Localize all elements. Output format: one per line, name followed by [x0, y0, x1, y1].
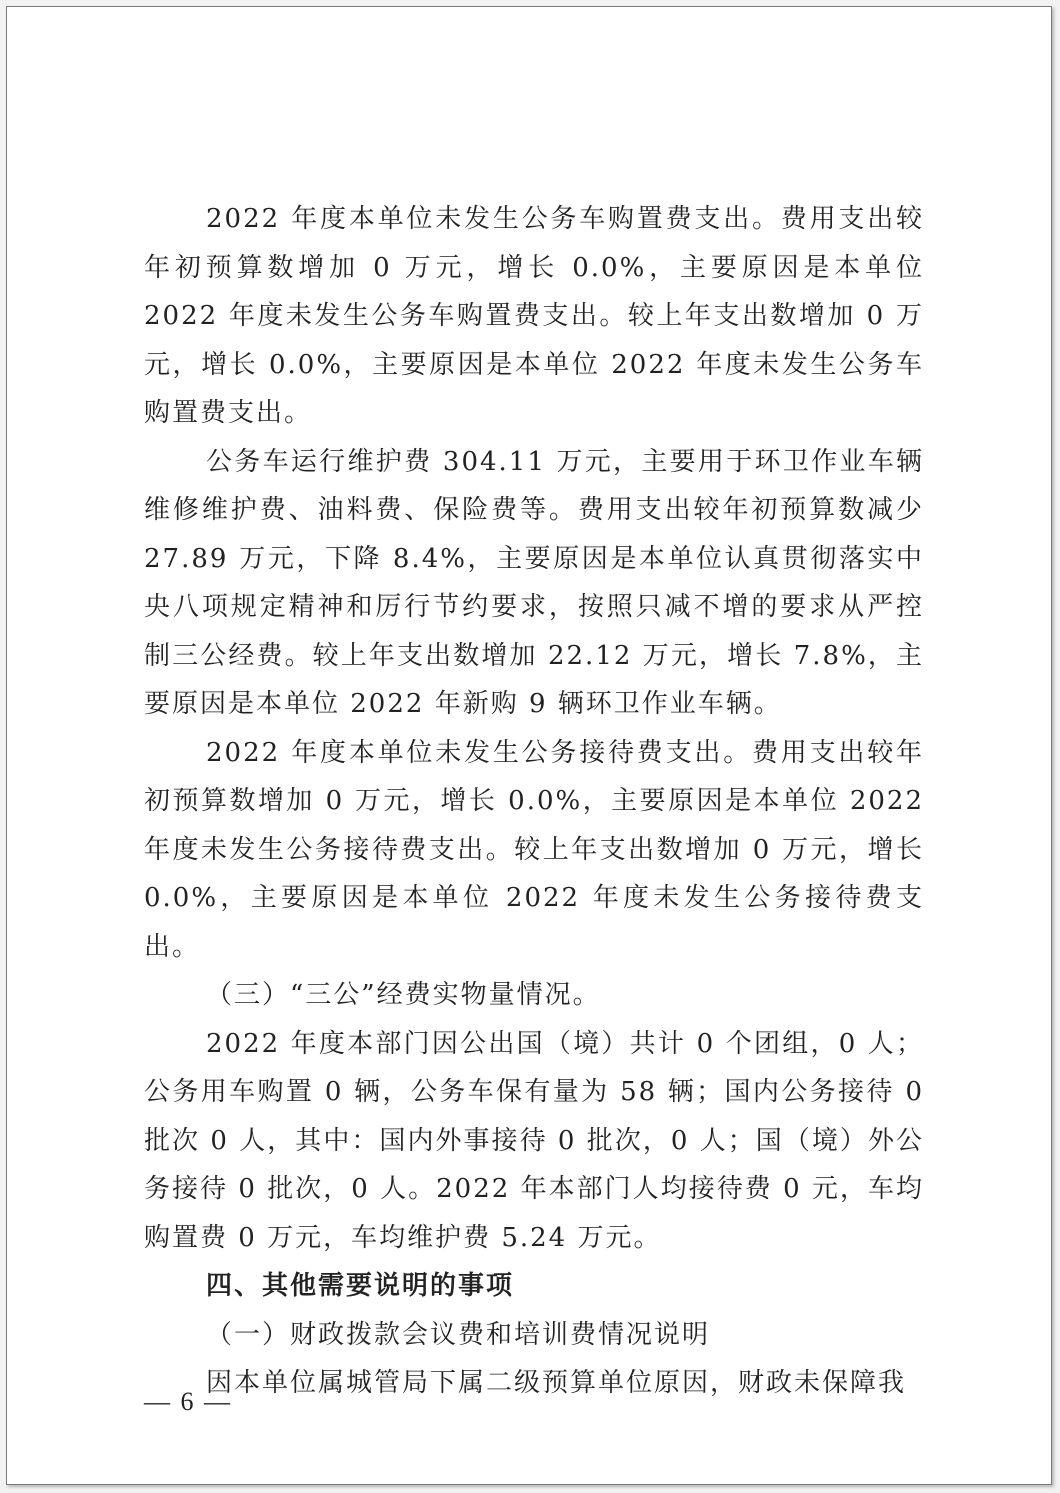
section-heading-other-matters: 四、其他需要说明的事项 [206, 1271, 515, 1301]
page-number: — 6 — [144, 1387, 232, 1416]
paragraph-vehicle-purchase: 2022 年度本单位未发生公务车购置费支出。费用支出较年初预算数增加 0 万元，增长 0.0%，主要原因是本单位 2022 年度未发生公务车购置费支出。较上年支出数增加 0 万元，增长 0.0%，主要原因是本单位 2022 年度未发生公务车购置费支出。 [144, 204, 924, 428]
paragraph-vehicle-maintenance: 公务车运行维护费 304.11 万元，主要用于环卫作业车辆维修维护费、油料费、保险费等。费用支出较年初预算数减少 27.89 万元，下降 8.4%，主要原因是本单位认真贯彻落实中央八项规定精神和厉行节约要求，按照只减不增的要求从严控制三公经费。较上年支出数增加 22.12 万元，增长 7.8%，主要原因是本单位 2022 年新购 9 辆环卫作业车辆。 [144, 446, 924, 719]
paragraph-reception: 2022 年度本单位未发生公务接待费支出。费用支出较年初预算数增加 0 万元，增长 0.0%，主要原因是本单位 2022 年度未发生公务接待费支出。较上年支出数增加 0 万元，增长 0.0%，主要原因是本单位 2022 年度未发生公务接待费支出。 [144, 737, 924, 962]
section-subheading-meeting-training: （一）财政拨款会议费和培训费情况说明 [206, 1319, 711, 1350]
document-body [144, 195, 924, 1408]
section-subheading-physical-quantity: （三）“三公”经费实物量情况。 [206, 980, 601, 1010]
paragraph-physical-quantity: 2022 年度本部门因公出国（境）共计 0 个团组，0 人；公务用车购置 0 辆，公务车保有量为 58 辆；国内公务接待 0 批次 0 人，其中：国内外事接待 0 批次，0 人；国（境）外公务接待 0 批次，0 人。2022 年本部门人均接待费 0 元，车均购置费 0 万元，车均维护费 5.24 万元。 [144, 1028, 924, 1253]
document-page [6, 6, 1052, 1485]
paragraph-meeting-training: 因本单位属城管局下属二级预算单位原因，财政未保障我 [206, 1368, 907, 1398]
